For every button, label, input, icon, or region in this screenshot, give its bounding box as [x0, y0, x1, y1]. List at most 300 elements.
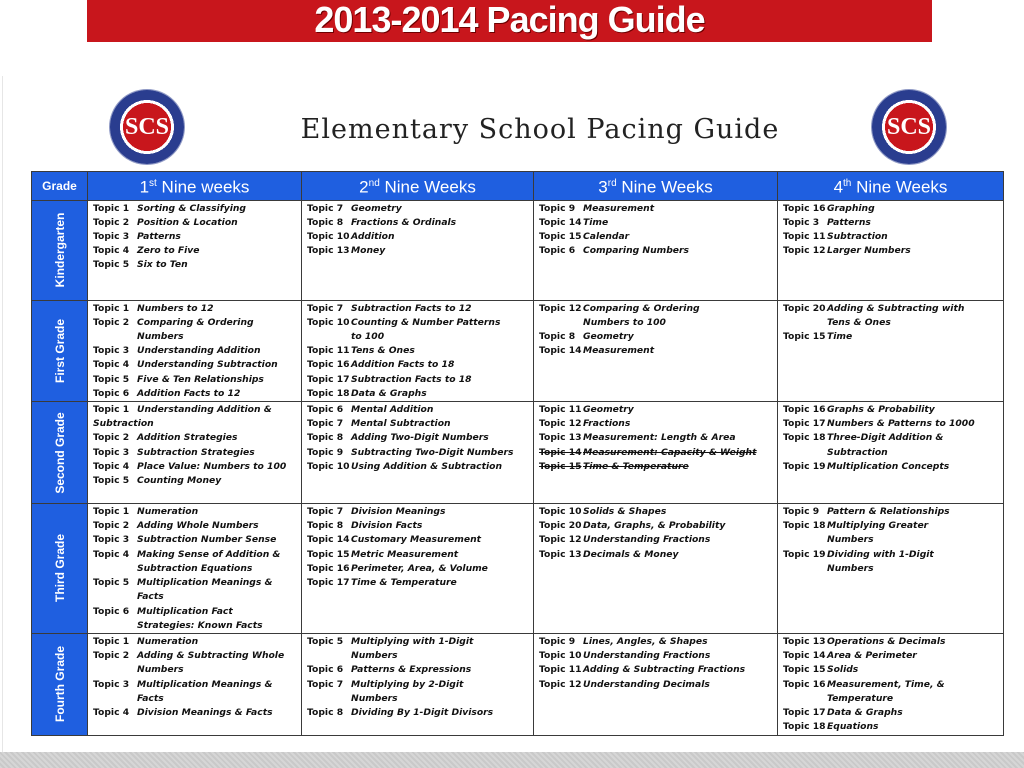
topic-entry — [783, 505, 1000, 519]
topic-cell — [778, 633, 1004, 735]
topic-entry — [307, 548, 530, 562]
topic-label — [307, 692, 351, 706]
topic-entry — [93, 431, 298, 445]
grade-label: Kindergarten — [52, 212, 67, 288]
topic-label: Topic 6 — [93, 387, 130, 399]
topic-name: Measurement — [583, 345, 655, 357]
topic-entry — [539, 230, 774, 244]
topic-label: Topic 11 — [783, 231, 826, 243]
topic-name: Addition Strategies — [137, 432, 238, 444]
topic-label: Topic 3 — [93, 345, 130, 357]
topic-entry — [307, 202, 530, 216]
topic-entry — [307, 562, 530, 576]
topic-name: Data, Graphs, & Probability — [583, 520, 726, 532]
grade-cell — [32, 504, 88, 634]
topic-label: Topic 4 — [93, 706, 130, 718]
topic-name: Understanding Fractions — [583, 650, 711, 662]
topic-entry — [93, 216, 298, 230]
topic-label: Topic 12 — [539, 418, 582, 430]
topic-label: Topic 2 — [93, 650, 130, 662]
topic-label: Topic 18 — [783, 432, 826, 444]
topic-entry — [307, 505, 530, 519]
topic-entry — [93, 692, 298, 706]
topic-entry — [783, 562, 1000, 576]
topic-entry — [93, 258, 298, 272]
topic-entry — [93, 474, 298, 488]
topic-name: Solids — [827, 664, 859, 676]
q-sup: nd — [368, 178, 380, 189]
topic-cell — [88, 633, 302, 735]
topic-entry — [93, 358, 298, 372]
topic-name: Numbers & Patterns to 1000 — [827, 418, 975, 430]
topic-name: Comparing & Ordering — [583, 302, 700, 314]
topic-name: Measurement: Capacity & Weight — [583, 446, 757, 458]
topic-name: Patterns & Expressions — [351, 664, 472, 676]
topic-cell — [534, 300, 778, 401]
topic-entry — [93, 373, 298, 387]
topic-name: Understanding Fractions — [583, 534, 711, 546]
topic-label: Topic 2 — [93, 316, 130, 328]
topic-label: Topic 1 — [93, 202, 130, 214]
topic-label — [783, 692, 827, 706]
topic-name: Multiplication Meanings & — [137, 678, 273, 690]
topic-name: Fractions — [583, 418, 631, 430]
topic-name: Counting Money — [137, 475, 222, 487]
topic-entry — [93, 533, 298, 547]
table-body — [32, 200, 1004, 735]
topic-name: Sorting & Classifying — [137, 202, 246, 214]
topic-name: Comparing Numbers — [583, 245, 690, 257]
topic-name: Decimals & Money — [583, 548, 679, 560]
topic-label: Topic 18 — [307, 387, 350, 399]
topic-cell — [88, 504, 302, 634]
topic-label: Topic 18 — [783, 721, 826, 733]
topic-entry — [783, 460, 1000, 474]
topic-entry — [93, 387, 298, 401]
topic-entry — [539, 202, 774, 216]
topic-label: Topic 3 — [93, 678, 130, 690]
topic-cell — [88, 200, 302, 300]
topic-name: Data & Graphs — [827, 706, 903, 718]
topic-label: Topic 10 — [307, 316, 350, 328]
q-sup: rd — [607, 178, 617, 189]
topic-name: Division Meanings — [351, 506, 446, 518]
topic-label: Topic 6 — [93, 605, 130, 617]
topic-label: Topic 1 — [93, 506, 130, 518]
topic-entry — [783, 202, 1000, 216]
topic-entry — [93, 202, 298, 216]
topic-name: Geometry — [583, 404, 634, 416]
topic-entry — [539, 344, 774, 358]
topic-entry — [783, 663, 1000, 677]
topic-label — [93, 619, 137, 633]
topic-name: Numeration — [137, 506, 199, 518]
grade-label: Second Grade — [52, 411, 67, 494]
topic-label: Topic 19 — [783, 460, 826, 472]
topic-entry — [539, 446, 774, 460]
topic-name: Adding & Subtracting Whole — [137, 650, 285, 662]
topic-entry — [93, 605, 298, 619]
topic-label: Topic 20 — [539, 520, 582, 532]
topic-label: Topic 8 — [307, 432, 344, 444]
table-row — [32, 504, 1004, 634]
topic-entry — [307, 460, 530, 474]
topic-name: Larger Numbers — [827, 245, 911, 257]
topic-name: Addition — [351, 231, 395, 243]
topic-entry — [307, 678, 530, 692]
topic-label: Topic 11 — [307, 345, 350, 357]
topic-entry — [307, 316, 530, 330]
topic-cell — [778, 300, 1004, 401]
topic-entry — [307, 216, 530, 230]
topic-name: Adding Whole Numbers — [137, 520, 259, 532]
topic-label: Topic 16 — [783, 404, 826, 416]
q-sup: th — [843, 178, 852, 189]
topic-entry — [783, 692, 1000, 706]
topic-entry — [307, 519, 530, 533]
topic-label: Topic 4 — [93, 548, 130, 560]
topic-label: Topic 10 — [539, 650, 582, 662]
topic-label: Topic 4 — [93, 359, 130, 371]
table-row — [32, 402, 1004, 504]
topic-name: Multiplication Concepts — [827, 460, 950, 472]
topic-entry — [93, 316, 298, 330]
topic-label: Topic 15 — [539, 460, 582, 472]
topic-label: Topic 13 — [539, 548, 582, 560]
topic-name: Six to Ten — [137, 259, 188, 271]
topic-label: Topic 2 — [93, 520, 130, 532]
topic-name: Three-Digit Addition & — [827, 432, 944, 444]
topic-label: Topic 7 — [307, 678, 344, 690]
topic-entry — [93, 330, 298, 344]
q-sup: st — [149, 178, 157, 189]
topic-name: Area & Perimeter — [827, 650, 917, 662]
topic-entry — [93, 244, 298, 258]
topic-label: Topic 4 — [93, 245, 130, 257]
topic-label: Topic 15 — [539, 231, 582, 243]
topic-cell — [534, 504, 778, 634]
topic-name: Understanding Addition & — [137, 404, 272, 416]
topic-label: Topic 7 — [307, 202, 344, 214]
topic-label: Topic 1 — [93, 635, 130, 647]
topic-name: Strategies: Known Facts — [137, 619, 263, 631]
seal-text: SCS — [886, 114, 932, 140]
topic-entry — [539, 216, 774, 230]
topic-entry — [783, 316, 1000, 330]
grade-label: Third Grade — [52, 534, 67, 603]
topic-entry — [93, 706, 298, 720]
topic-entry — [539, 431, 774, 445]
topic-name: Addition Facts to 18 — [351, 359, 455, 371]
topic-entry — [539, 330, 774, 344]
topic-cell — [534, 200, 778, 300]
topic-label: Topic 1 — [93, 404, 130, 416]
topic-name: Subtraction — [827, 446, 888, 458]
topic-name: Understanding Addition — [137, 345, 261, 357]
topic-name: Tens & Ones — [827, 316, 891, 328]
topic-entry — [93, 649, 298, 663]
topic-label: Topic 8 — [307, 216, 344, 228]
table-row — [32, 300, 1004, 401]
topic-name: Mental Addition — [351, 404, 434, 416]
topic-label — [307, 330, 351, 344]
topic-name: Division Meanings & Facts — [137, 706, 273, 718]
topic-name: Comparing & Ordering — [137, 316, 254, 328]
topic-entry — [93, 446, 298, 460]
topic-name: Adding & Subtracting with — [827, 302, 965, 314]
topic-name: Operations & Decimals — [827, 635, 946, 647]
topic-continuation: Subtraction — [93, 418, 154, 430]
topic-name: Perimeter, Area, & Volume — [351, 562, 488, 574]
topic-label: Topic 13 — [783, 635, 826, 647]
column-header-q2 — [302, 172, 534, 201]
topic-label: Topic 17 — [307, 577, 350, 589]
topic-label: Topic 9 — [539, 635, 576, 647]
topic-entry — [93, 344, 298, 358]
topic-name: Numbers — [137, 664, 184, 676]
grade-cell — [32, 633, 88, 735]
topic-name: Mental Subtraction — [351, 418, 451, 430]
grade-label: Fourth Grade — [52, 646, 67, 723]
topic-name: to 100 — [351, 331, 385, 343]
topic-name: Numbers — [351, 650, 398, 662]
topic-label: Topic 16 — [783, 678, 826, 690]
column-header-q4 — [778, 172, 1004, 201]
topic-entry — [93, 576, 298, 590]
topic-name: Numbers to 12 — [137, 302, 214, 314]
topic-name: Adding & Subtracting Fractions — [583, 664, 746, 676]
topic-entry — [783, 678, 1000, 692]
topic-label: Topic 7 — [307, 302, 344, 314]
topic-name: Measurement, Time, & — [827, 678, 945, 690]
topic-entry — [783, 720, 1000, 734]
topic-label: Topic 7 — [307, 418, 344, 430]
topic-label: Topic 6 — [307, 664, 344, 676]
topic-entry — [307, 431, 530, 445]
topic-entry — [307, 358, 530, 372]
topic-entry — [307, 692, 530, 706]
topic-label: Topic 14 — [539, 216, 582, 228]
topic-label: Topic 12 — [539, 302, 582, 314]
topic-entry — [539, 244, 774, 258]
topic-label: Topic 10 — [307, 460, 350, 472]
topic-entry — [93, 403, 298, 417]
topic-cell — [534, 633, 778, 735]
topic-name: Five & Ten Relationships — [137, 373, 264, 385]
topic-entry — [93, 635, 298, 649]
topic-label: Topic 17 — [783, 706, 826, 718]
topic-name: Patterns — [137, 231, 181, 243]
topic-entry — [93, 519, 298, 533]
topic-label — [783, 316, 827, 330]
topic-cell — [534, 402, 778, 504]
topic-entry — [93, 562, 298, 576]
topic-label: Topic 19 — [783, 548, 826, 560]
topic-entry — [307, 387, 530, 401]
topic-label: Topic 6 — [307, 404, 344, 416]
topic-name: Counting & Number Patterns — [351, 316, 501, 328]
topic-label: Topic 10 — [307, 231, 350, 243]
topic-entry — [783, 216, 1000, 230]
topic-label: Topic 12 — [539, 678, 582, 690]
document-title: Elementary School Pacing Guide — [300, 114, 780, 145]
topic-name: Time & Temperature — [583, 460, 689, 472]
topic-label — [539, 316, 583, 330]
topic-label: Topic 11 — [539, 664, 582, 676]
topic-entry — [307, 330, 530, 344]
topic-label: Topic 13 — [539, 432, 582, 444]
topic-entry — [539, 548, 774, 562]
school-seal-left-icon — [110, 90, 184, 164]
topic-label: Topic 16 — [783, 202, 826, 214]
topic-name: Pattern & Relationships — [827, 506, 950, 518]
topic-label: Topic 5 — [307, 635, 344, 647]
topic-entry — [783, 649, 1000, 663]
topic-cell — [302, 633, 534, 735]
topic-name: Time — [583, 216, 609, 228]
topic-name: Understanding Decimals — [583, 678, 710, 690]
column-header-q3 — [534, 172, 778, 201]
topic-label: Topic 9 — [307, 446, 344, 458]
topic-entry — [539, 519, 774, 533]
topic-entry — [539, 635, 774, 649]
topic-label: Topic 7 — [307, 506, 344, 518]
topic-name: Geometry — [583, 331, 634, 343]
topic-name: Numbers — [827, 562, 874, 574]
topic-name: Multiplication Meanings & — [137, 577, 273, 589]
topic-label: Topic 3 — [93, 534, 130, 546]
topic-label: Topic 3 — [93, 446, 130, 458]
topic-name: Time — [827, 331, 853, 343]
topic-entry — [539, 460, 774, 474]
topic-label — [93, 330, 137, 344]
topic-entry — [539, 403, 774, 417]
topic-entry — [93, 548, 298, 562]
table-row — [32, 633, 1004, 735]
topic-name: Subtraction Equations — [137, 562, 253, 574]
topic-cell — [302, 402, 534, 504]
bottom-strip — [0, 752, 1024, 768]
slide-title: 2013-2014 Pacing Guide — [87, 0, 932, 42]
grade-cell — [32, 200, 88, 300]
topic-name: Geometry — [351, 202, 402, 214]
topic-entry — [307, 649, 530, 663]
table-row — [32, 200, 1004, 300]
q-num: 4 — [833, 177, 844, 197]
topic-label: Topic 14 — [783, 650, 826, 662]
topic-name: Multiplication Fact — [137, 605, 233, 617]
topic-cell — [302, 200, 534, 300]
topic-name: Multiplying with 1-Digit — [351, 635, 474, 647]
topic-entry — [783, 446, 1000, 460]
topic-entry — [783, 417, 1000, 431]
topic-entry — [93, 230, 298, 244]
topic-entry — [539, 417, 774, 431]
topic-entry — [539, 663, 774, 677]
topic-label: Topic 5 — [93, 373, 130, 385]
grade-cell — [32, 402, 88, 504]
topic-label: Topic 11 — [539, 404, 582, 416]
topic-entry — [539, 316, 774, 330]
grade-cell — [32, 300, 88, 401]
q-label: Nine Weeks — [851, 177, 948, 197]
topic-entry — [539, 533, 774, 547]
topic-entry — [307, 706, 530, 720]
topic-name: Subtraction Number Sense — [137, 534, 277, 546]
topic-label: Topic 16 — [307, 359, 350, 371]
topic-name: Calendar — [583, 231, 630, 243]
topic-label: Topic 1 — [93, 302, 130, 314]
topic-label: Topic 13 — [307, 245, 350, 257]
topic-cell — [302, 504, 534, 634]
topic-name: Customary Measurement — [351, 534, 482, 546]
topic-name: Position & Location — [137, 216, 238, 228]
topic-label: Topic 15 — [307, 548, 350, 560]
topic-label: Topic 2 — [93, 216, 130, 228]
topic-name: Addition Facts to 12 — [137, 387, 241, 399]
topic-entry — [539, 302, 774, 316]
topic-entry — [783, 548, 1000, 562]
topic-label: Topic 8 — [307, 520, 344, 532]
topic-entry — [93, 505, 298, 519]
topic-label: Topic 17 — [783, 418, 826, 430]
seal-text: SCS — [124, 114, 170, 140]
topic-entry — [539, 649, 774, 663]
topic-name: Facts — [137, 692, 164, 704]
topic-label: Topic 12 — [539, 534, 582, 546]
topic-label: Topic 12 — [783, 245, 826, 257]
topic-name: Place Value: Numbers to 100 — [137, 460, 287, 472]
topic-entry — [783, 533, 1000, 547]
column-header-q1 — [88, 172, 302, 201]
topic-entry — [307, 635, 530, 649]
topic-name: Understanding Subtraction — [137, 359, 278, 371]
topic-entry — [783, 244, 1000, 258]
topic-name: Lines, Angles, & Shapes — [583, 635, 708, 647]
topic-name: Numbers — [351, 692, 398, 704]
topic-entry — [783, 403, 1000, 417]
topic-label: Topic 3 — [93, 231, 130, 243]
topic-name: Numbers — [827, 534, 874, 546]
q-label: Nine Weeks — [379, 177, 476, 197]
topic-name: Numbers to 100 — [583, 316, 666, 328]
column-header-grade: Grade — [32, 172, 88, 201]
topic-label — [93, 692, 137, 706]
topic-entry — [307, 533, 530, 547]
topic-name: Money — [351, 245, 386, 257]
topic-name: Metric Measurement — [351, 548, 459, 560]
q-label: Nine weeks — [156, 177, 250, 197]
topic-name: Multiplying Greater — [827, 520, 929, 532]
topic-label — [93, 663, 137, 677]
topic-entry — [539, 505, 774, 519]
topic-label: Topic 16 — [307, 562, 350, 574]
topic-entry — [783, 230, 1000, 244]
topic-name: Patterns — [827, 216, 871, 228]
topic-label: Topic 8 — [307, 706, 344, 718]
topic-name: Numeration — [137, 635, 199, 647]
topic-entry — [93, 417, 298, 431]
topic-entry — [783, 431, 1000, 445]
topic-entry — [783, 706, 1000, 720]
topic-name: Graphing — [827, 202, 875, 214]
topic-entry — [783, 302, 1000, 316]
topic-name: Subtracting Two-Digit Numbers — [351, 446, 514, 458]
topic-entry — [93, 590, 298, 604]
topic-entry — [93, 663, 298, 677]
q-num: 1 — [139, 177, 150, 197]
topic-label: Topic 6 — [539, 245, 576, 257]
